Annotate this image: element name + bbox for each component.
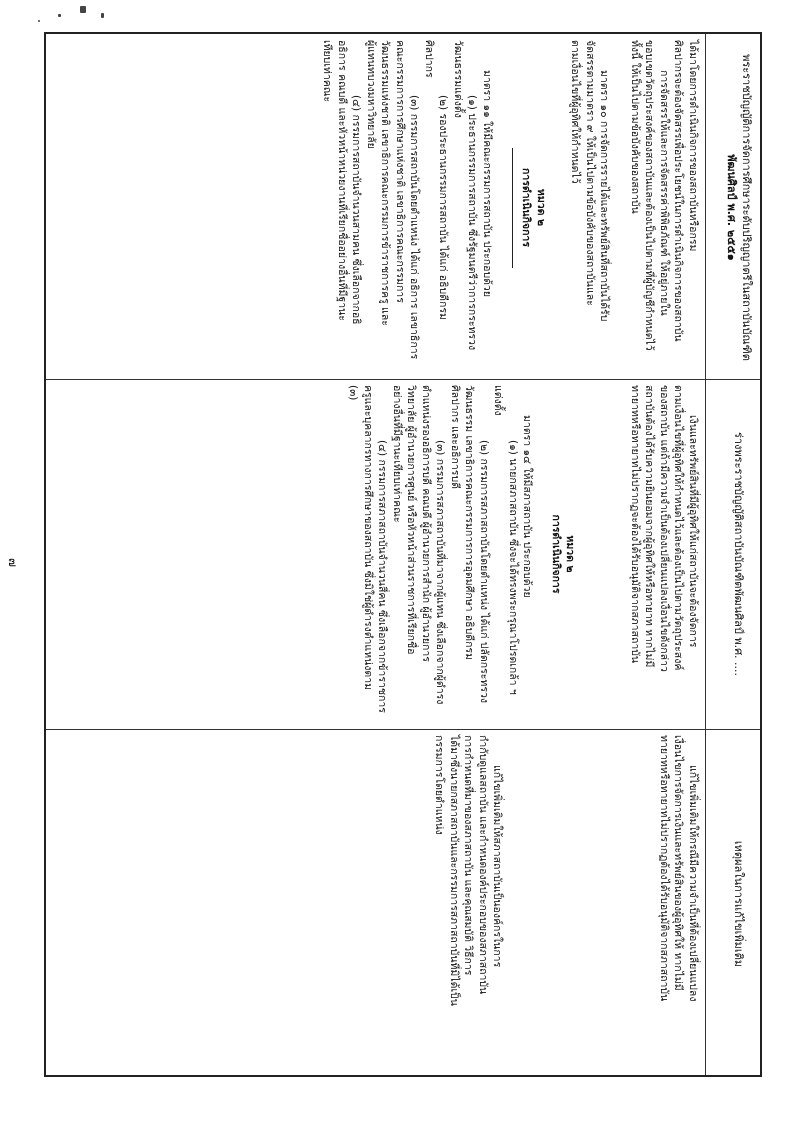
header-reasons	[731, 735, 746, 1073]
text-line: (๓)	[347, 385, 360, 401]
text-line: วัฒนธรรมแห่งชาติ เลขาธิการคณะกรรมการข้าราชการครู และ	[379, 40, 392, 326]
text-line: ของสถาบัน แต่ถ้ามีความจำเป็นต้องเปลี่ยนแปลงเงื่อนไขดังกล่าว	[658, 385, 670, 672]
text-line: กรรมการโดยตำแหน่ง	[433, 735, 446, 835]
text-line: คณะกรรมการการศึกษาแห่งชาติ เลขาธิการคณะกรรมการ	[394, 40, 406, 303]
chapter-title: การดำเนินกิจการ	[550, 514, 562, 594]
text-line: การจัดสรรให้และการจัดสรรค่าพิพิธภัณฑ์ ให้อยู่ภายใน	[658, 70, 670, 316]
text-line: สถาบันต้องได้รับความยินยอมจากผู้อุทิศให้หรือทายาท หากไม่มี	[643, 385, 656, 668]
chapter-underline	[512, 148, 513, 268]
column-divider	[46, 379, 760, 380]
text-line: (๒) รองประธานกรรมการสถาบัน ได้แก่ อธิบดีกรม	[437, 95, 450, 320]
header-draft-law	[731, 385, 746, 723]
text-line: (๔) กรรมการสภาสถาบันจำนวนสี่คน ซึ่งเลือกจากข้าราชการ	[376, 440, 389, 713]
chapter-heading: หมวด ๒	[535, 188, 547, 227]
header-line: ร่างพระราชบัญญัติสถาบันบัณฑิตพัฒนศิลป์ พ.ศ. ....	[732, 431, 745, 677]
header-line: พระราชบัญญัติการจัดการศึกษาระดับปริญญาตรีในสถาบันบัณฑิต	[740, 54, 753, 361]
text-line: ศิลปากรจะต้องจัดสรรเพื่อประโยชน์ในการดำเนินกิจการของสถาบัน	[672, 40, 685, 342]
page-number: ๗	[6, 558, 20, 568]
text-line: อย่างอื่นที่มีฐานะเทียบเท่าคณะ	[391, 385, 403, 523]
text-line: ตามเงื่อนไขที่ผู้อุทิศให้กำหนดไว้และต้องเป็นไปตามวัตถุประสงค์	[672, 385, 685, 671]
text-line: ทั้งนี้ ให้เป็นไปตามข้อบังคับของสถาบัน	[629, 40, 641, 214]
text-line: แต่งตั้ง	[492, 385, 505, 416]
column-draft-law	[346, 385, 700, 723]
text-line: ผู้แทนทบวงมหาวิทยาลัย	[365, 40, 377, 149]
text-line: ศิลปากร และอธิการบดี	[449, 385, 461, 489]
text-line: กำกับดูแลสถาบัน และกำหนดองค์ประกอบของสภาสถาบัน	[477, 735, 489, 995]
text-line: ตามเงื่อนไขที่ผู้อุทิศให้กำหนดไว้	[569, 40, 582, 184]
chapter-heading: หมวด ๒	[564, 535, 577, 573]
text-line: ครูและบุคลากรทางการศึกษาของสถาบัน ซึ่งมิใช่ผู้ดำรงตำแหน่งตาม	[362, 385, 374, 691]
text-line: ขอบเขตวัตถุประสงค์ของสถาบันและต้องเป็นไปตามที่ผู้บัญชีกำหนดไว้	[643, 40, 656, 351]
text-line: ทายาทหรือทายาทไม่ปรากฏต้องได้รับอนุมัติจากสภาสถาบัน	[658, 735, 670, 1002]
text-line: เทียบเท่าคณะ	[321, 40, 334, 103]
chapter-title: การดำเนินกิจการ	[520, 168, 533, 247]
header-current-law	[724, 40, 754, 375]
text-line: (๑) นายกสภาสถาบัน ซึ่งจะได้ทรงพระกรุณาโปรดเกล้า ฯ	[507, 440, 519, 695]
header-line: เหตุผลในการแก้ไขเพิ่มเติม	[732, 840, 745, 968]
comparison-table	[44, 32, 762, 1077]
header-divider	[705, 34, 706, 1075]
text-line: (๒) กรรมการสภาสถาบันโดยตำแหน่ง ได้แก่ ปลัดกระทรวง	[478, 440, 490, 703]
text-line: ได้มาซึ่งนายกสภาสถาบันและกรรมการสภาสถาบันที่มิได้เป็น	[448, 735, 460, 1006]
text-line: แก้ไขเพิ่มเติมให้สภาสถาบันเป็นองค์กรในการ	[491, 765, 504, 968]
text-line: เงินและทรัพย์สินที่มีผู้อุทิศให้แก่สถาบันจะต้องจัดการ	[687, 415, 699, 648]
text-line: (๓) กรรมการสถาบันโดยตำแหน่ง ได้แก่ อธิการ เลขาธิการ	[408, 95, 421, 360]
column-reasons	[432, 735, 700, 1073]
text-line: มาตรา ๑๑ ให้มีคณะกรรมการสถาบัน ประกอบด้วย	[481, 70, 493, 297]
header-line: พัฒนศิลป์ พ.ศ. ๒๕๕๑	[725, 154, 738, 261]
text-line: วิทยาลัย ผู้อำนวยการศูนย์ หรือหัวหน้าส่วนราชการที่เรียกชื่อ	[405, 385, 418, 655]
text-line: (๑) ประธานกรรมการสถาบัน ซึ่งรัฐมนตรีว่าการกระทรวง	[466, 95, 479, 351]
text-line: (๔) กรรมการสถาบันจำนวนสามคน ซึ่งเลือกจากอธิ	[350, 95, 363, 325]
text-line: (๓) กรรมการสภาสถาบันที่มาจากผู้แทน ซึ่งเลือกจากผู้ดำรง	[434, 440, 447, 705]
text-line: การกำหนดที่มาของสภาสถาบัน และคุณสมบัติ วิธีการ	[462, 735, 475, 976]
text-line: อธิการ คณบดี และหัวหน้าหน่วยงานที่เรียกชื่ออย่างอื่นที่มีฐานะ	[336, 40, 348, 321]
text-line: แก้ไขเพิ่มเติมให้กรณีมีความจำเป็นที่ต้องเปลี่ยนแปลง	[687, 765, 699, 1002]
text-line: วัฒนธรรมแต่งตั้ง	[452, 40, 464, 118]
text-line: ศิลปากร	[423, 40, 435, 78]
text-line: ได้มาโดยการดำเนินกิจการของสถาบันหรือกรม	[687, 40, 699, 252]
text-line: มาตรา ๑๐ การจัดการรายได้และทรัพย์สินที่สถาบันได้รับ	[598, 70, 611, 322]
text-line: ทายาทหรือทายาทไม่ปรากฏจะต้องได้รับอนุมัติจากสภาสถาบัน	[629, 385, 641, 664]
column-divider	[46, 729, 760, 730]
column-current-law	[320, 40, 700, 375]
text-line: มาตรา ๑๔ ให้มีสภาสถาบัน ประกอบด้วย	[521, 415, 534, 598]
text-line: เงื่อนไขการจัดการเงินและทรัพย์สินของผู้อุทิศให้ หากไม่มี	[672, 735, 685, 991]
text-line: จัดสรรตามมาตรา ๙ ให้เป็นไปตามข้อบังคับของสถาบันและ	[584, 40, 596, 306]
text-line: วัฒนธรรม เลขาธิการคณะกรรมการการอุดมศึกษา อธิบดีกรม	[463, 385, 476, 660]
text-line: ตำแหน่งรองอธิการบดี คณบดี ผู้อำนวยการสำนัก ผู้อำนวยการ	[420, 385, 432, 662]
